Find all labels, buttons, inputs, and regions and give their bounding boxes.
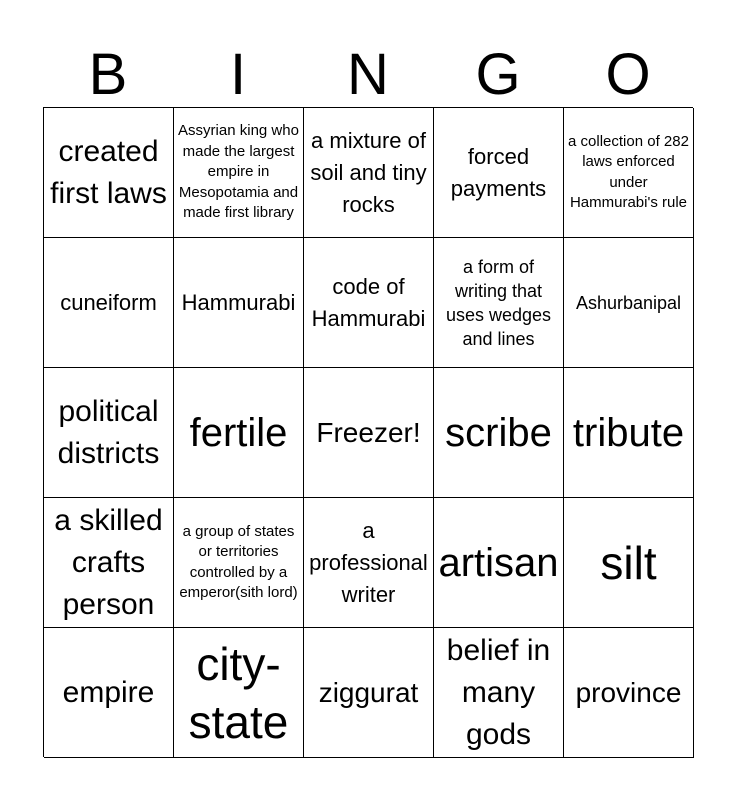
cell-text: a skilled crafts person	[54, 503, 163, 621]
bingo-cell-r4-c3[interactable]	[304, 498, 434, 628]
bingo-cell-r1-c3[interactable]	[304, 108, 434, 238]
bingo-cell-r2-c1[interactable]	[44, 238, 174, 368]
bingo-cell-r5-c5[interactable]	[564, 628, 694, 758]
cell-text: a mixture of soil and tiny rocks	[310, 127, 427, 217]
bingo-cell-r5-c2[interactable]	[174, 628, 304, 758]
bingo-cell-r3-c1[interactable]	[44, 368, 174, 498]
cell-text: cuneiform	[60, 289, 157, 315]
bingo-cell-r4-c2[interactable]	[174, 498, 304, 628]
bingo-cell-r2-c3[interactable]	[304, 238, 434, 368]
bingo-cell-r1-c1[interactable]	[44, 108, 174, 238]
cell-text: Freezer!	[316, 416, 421, 448]
cell-text: silt	[600, 536, 657, 589]
bingo-cell-r2-c4[interactable]	[434, 238, 564, 368]
cell-text: forced payments	[450, 143, 547, 201]
bingo-cell-r5-c3[interactable]	[304, 628, 434, 758]
bingo-cell-r1-c2[interactable]	[174, 108, 304, 238]
cell-text: ziggurat	[318, 676, 419, 708]
cell-text: scribe	[445, 410, 552, 455]
bingo-cell-r2-c5[interactable]	[564, 238, 694, 368]
header-letter-o: O	[605, 42, 651, 107]
cell-text: fertile	[189, 410, 288, 455]
cell-text: a professional writer	[309, 517, 428, 607]
cell-text: tribute	[572, 410, 685, 455]
cell-text: a form of writing that uses wedges and lines	[445, 256, 552, 349]
cell-text: city-state	[188, 637, 289, 748]
cell-text: province	[575, 676, 682, 708]
bingo-cell-r1-c4[interactable]	[434, 108, 564, 238]
header-letter-b: B	[88, 42, 128, 107]
cell-text: Hammurabi	[181, 289, 296, 315]
cell-text: Ashurbanipal	[575, 292, 682, 313]
bingo-cell-r3-c2[interactable]	[174, 368, 304, 498]
cell-text: code of Hammurabi	[311, 273, 426, 331]
header-letter-g: G	[475, 42, 521, 107]
bingo-card-grid	[43, 107, 693, 757]
bingo-cell-r4-c4[interactable]	[434, 498, 564, 628]
cell-text: empire	[62, 675, 155, 709]
header-letter-n: N	[347, 42, 389, 107]
bingo-cell-r4-c5[interactable]	[564, 498, 694, 628]
cell-text: Assyrian king who made the largest empire in Mesopotamia and made first library	[178, 122, 299, 222]
header-letter-i: I	[229, 42, 247, 107]
bingo-cell-r5-c4[interactable]	[434, 628, 564, 758]
bingo-header	[43, 42, 693, 108]
bingo-cell-r5-c1[interactable]	[44, 628, 174, 758]
bingo-cell-r3-c4[interactable]	[434, 368, 564, 498]
cell-text: artisan	[438, 540, 559, 585]
cell-text: belief in many gods	[446, 633, 551, 751]
cell-text: created first laws	[50, 134, 167, 210]
bingo-cell-r4-c1[interactable]	[44, 498, 174, 628]
cell-text: a collection of 282 laws enforced under Hammurabi's rule	[568, 132, 689, 211]
bingo-cell-r3-c3[interactable]	[304, 368, 434, 498]
cell-text: a group of states or territories controlled by a emperor(sith lord)	[179, 522, 298, 601]
bingo-cell-r1-c5[interactable]	[564, 108, 694, 238]
bingo-cell-r3-c5[interactable]	[564, 368, 694, 498]
bingo-cell-r2-c2[interactable]	[174, 238, 304, 368]
cell-text: political districts	[57, 394, 160, 470]
